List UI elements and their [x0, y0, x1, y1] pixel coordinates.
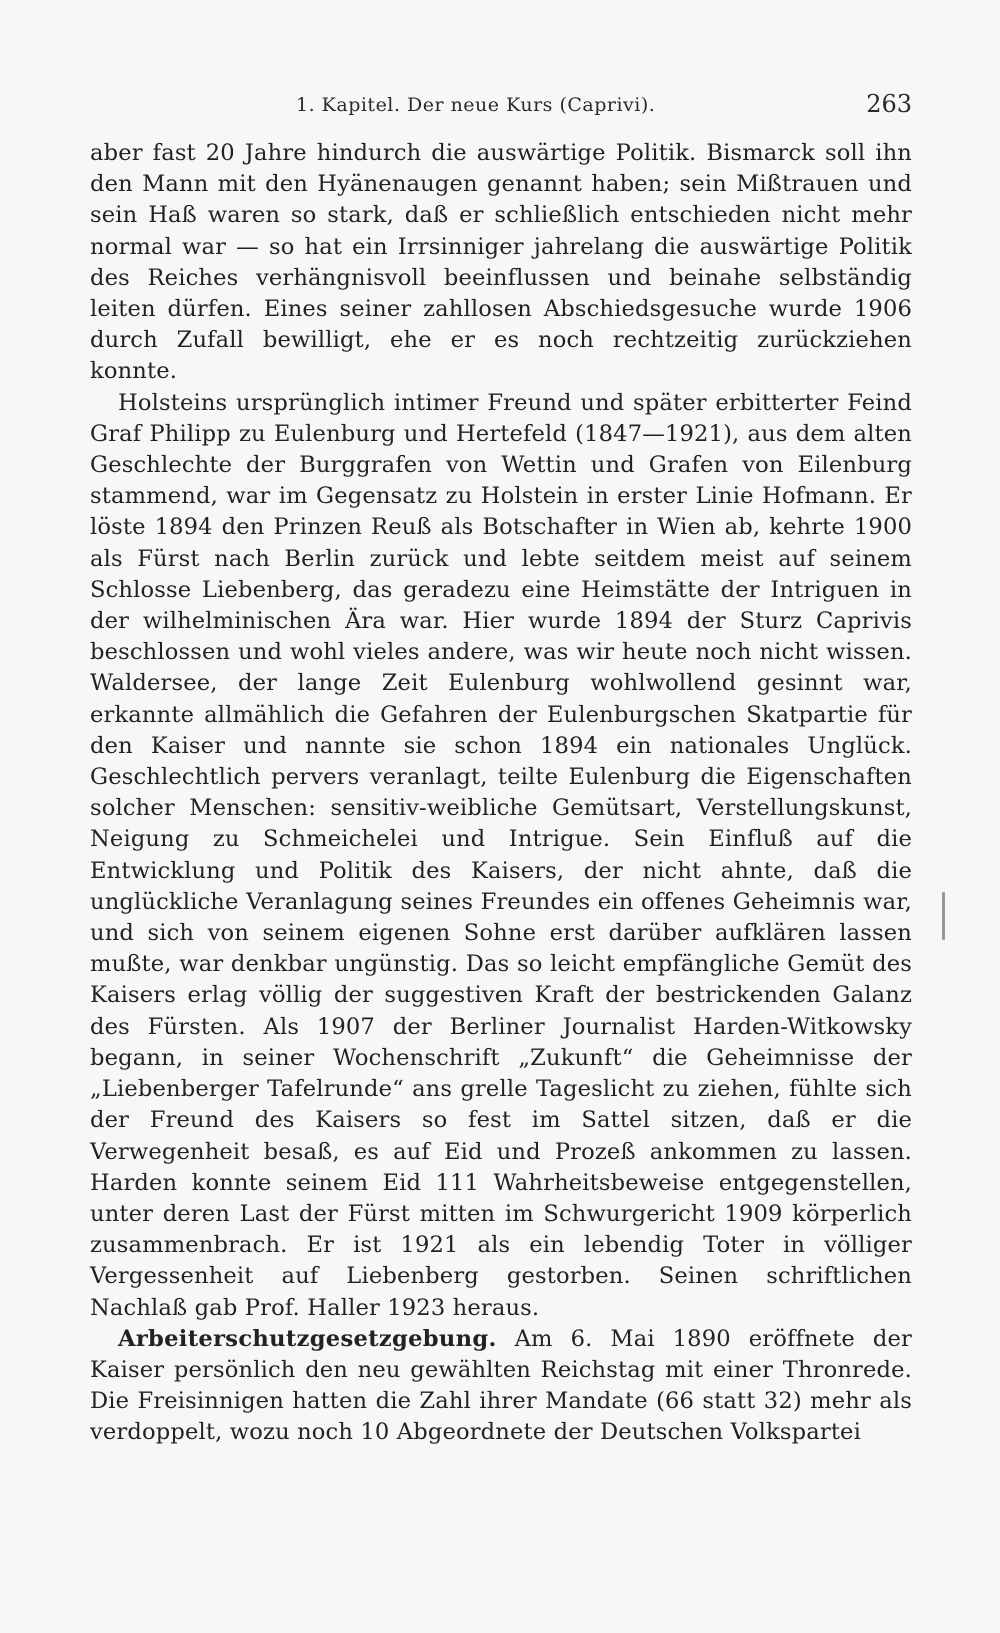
section-heading: Arbeiterschutzgesetzgebung.: [118, 1325, 497, 1352]
paragraph-3-text: Am 6. Mai 1890 eröffnete der Kaiser persönlich den neu gewählten Reichstag mit einer Thronrede. Die Freisinnigen hatten die Zahl ihrer Mandate (66 statt 32) mehr als verdoppelt, wozu noch 10 Abgeordnete der Deutschen Volkspartei: [90, 1325, 912, 1446]
chapter-title: 1. Kapitel. Der neue Kurs (Caprivi).: [296, 94, 656, 116]
margin-pencil-mark: [942, 892, 945, 940]
body-text: [90, 138, 912, 1449]
paragraph-3: [90, 1324, 912, 1449]
paragraph-1: aber fast 20 Jahre hindurch die auswärtige Politik. Bismarck soll ihn den Mann mit den Hyänenaugen genannt haben; sein Mißtrauen und sein Haß waren so stark, daß er schließlich entschieden nicht mehr normal war — so hat ein Irrsinniger jahrelang die auswärtige Politik des Reiches verhängnisvoll beeinflussen und beinahe selbständig leiten dürfen. Eines seiner zahllosen Abschiedsgesuche wurde 1906 durch Zufall bewilligt, ehe er es noch rechtzeitig zurückziehen konnte.: [90, 140, 912, 385]
book-page: [90, 88, 912, 1449]
running-header: [90, 88, 912, 128]
paragraph-2: Holsteins ursprünglich intimer Freund und später erbitterter Feind Graf Philipp zu Eulenburg und Hertefeld (1847—1921), aus dem alten Geschlechte der Burggrafen von Wettin und Grafen von Eilenburg stammend, war im Gegensatz zu Holstein in erster Linie Hofmann. Er löste 1894 den Prinzen Reuß als Botschafter in Wien ab, kehrte 1900 als Fürst nach Berlin zurück und lebte seitdem meist auf seinem Schlosse Liebenberg, das geradezu eine Heimstätte der Intriguen in der wilhelminischen Ära war. Hier wurde 1894 der Sturz Caprivis beschlossen und wohl vieles andere, was wir heute noch nicht wissen. Waldersee, der lange Zeit Eulenburg wohlwollend gesinnt war, erkannte allmählich die Gefahren der Eulenburgschen Skatpartie für den Kaiser und nannte sie schon 1894 ein nationales Unglück. Geschlechtlich pervers veranlagt, teilte Eulenburg die Eigenschaften solcher Menschen: sensitiv-weibliche Gemütsart, Verstellungskunst, Neigung zu Schmeichelei und Intrigue. Sein Einfluß auf die Entwicklung und Politik des Kaisers, der nicht ahnte, daß die unglückliche Veranlagung seines Freundes ein offenes Geheimnis war, und sich von seinem eigenen Sohne erst darüber aufklären lassen mußte, war denkbar ungünstig. Das so leicht empfängliche Gemüt des Kaisers erlag völlig der suggestiven Kraft der bestrickenden Galanz des Fürsten. Als 1907 der Berliner Journalist Harden-Witkowsky begann, in seiner Wochenschrift „Zukunft“ die Geheimnisse der „Liebenberger Tafelrunde“ ans grelle Tageslicht zu ziehen, fühlte sich der Freund des Kaisers so fest im Sattel sitzen, daß er die Verwegenheit besaß, es auf Eid und Prozeß ankommen zu lassen. Harden konnte seinem Eid 111 Wahrheitsbeweise entgegenstellen, unter deren Last der Fürst mitten im Schwurgericht 1909 körperlich zusammenbrach. Er ist 1921 als ein lebendig Toter in völliger Vergessenheit auf Liebenberg gestorben. Seinen schriftlichen Nachlaß gab Prof. Haller 1923 heraus.: [90, 389, 912, 1321]
page-number: 263: [866, 90, 912, 118]
